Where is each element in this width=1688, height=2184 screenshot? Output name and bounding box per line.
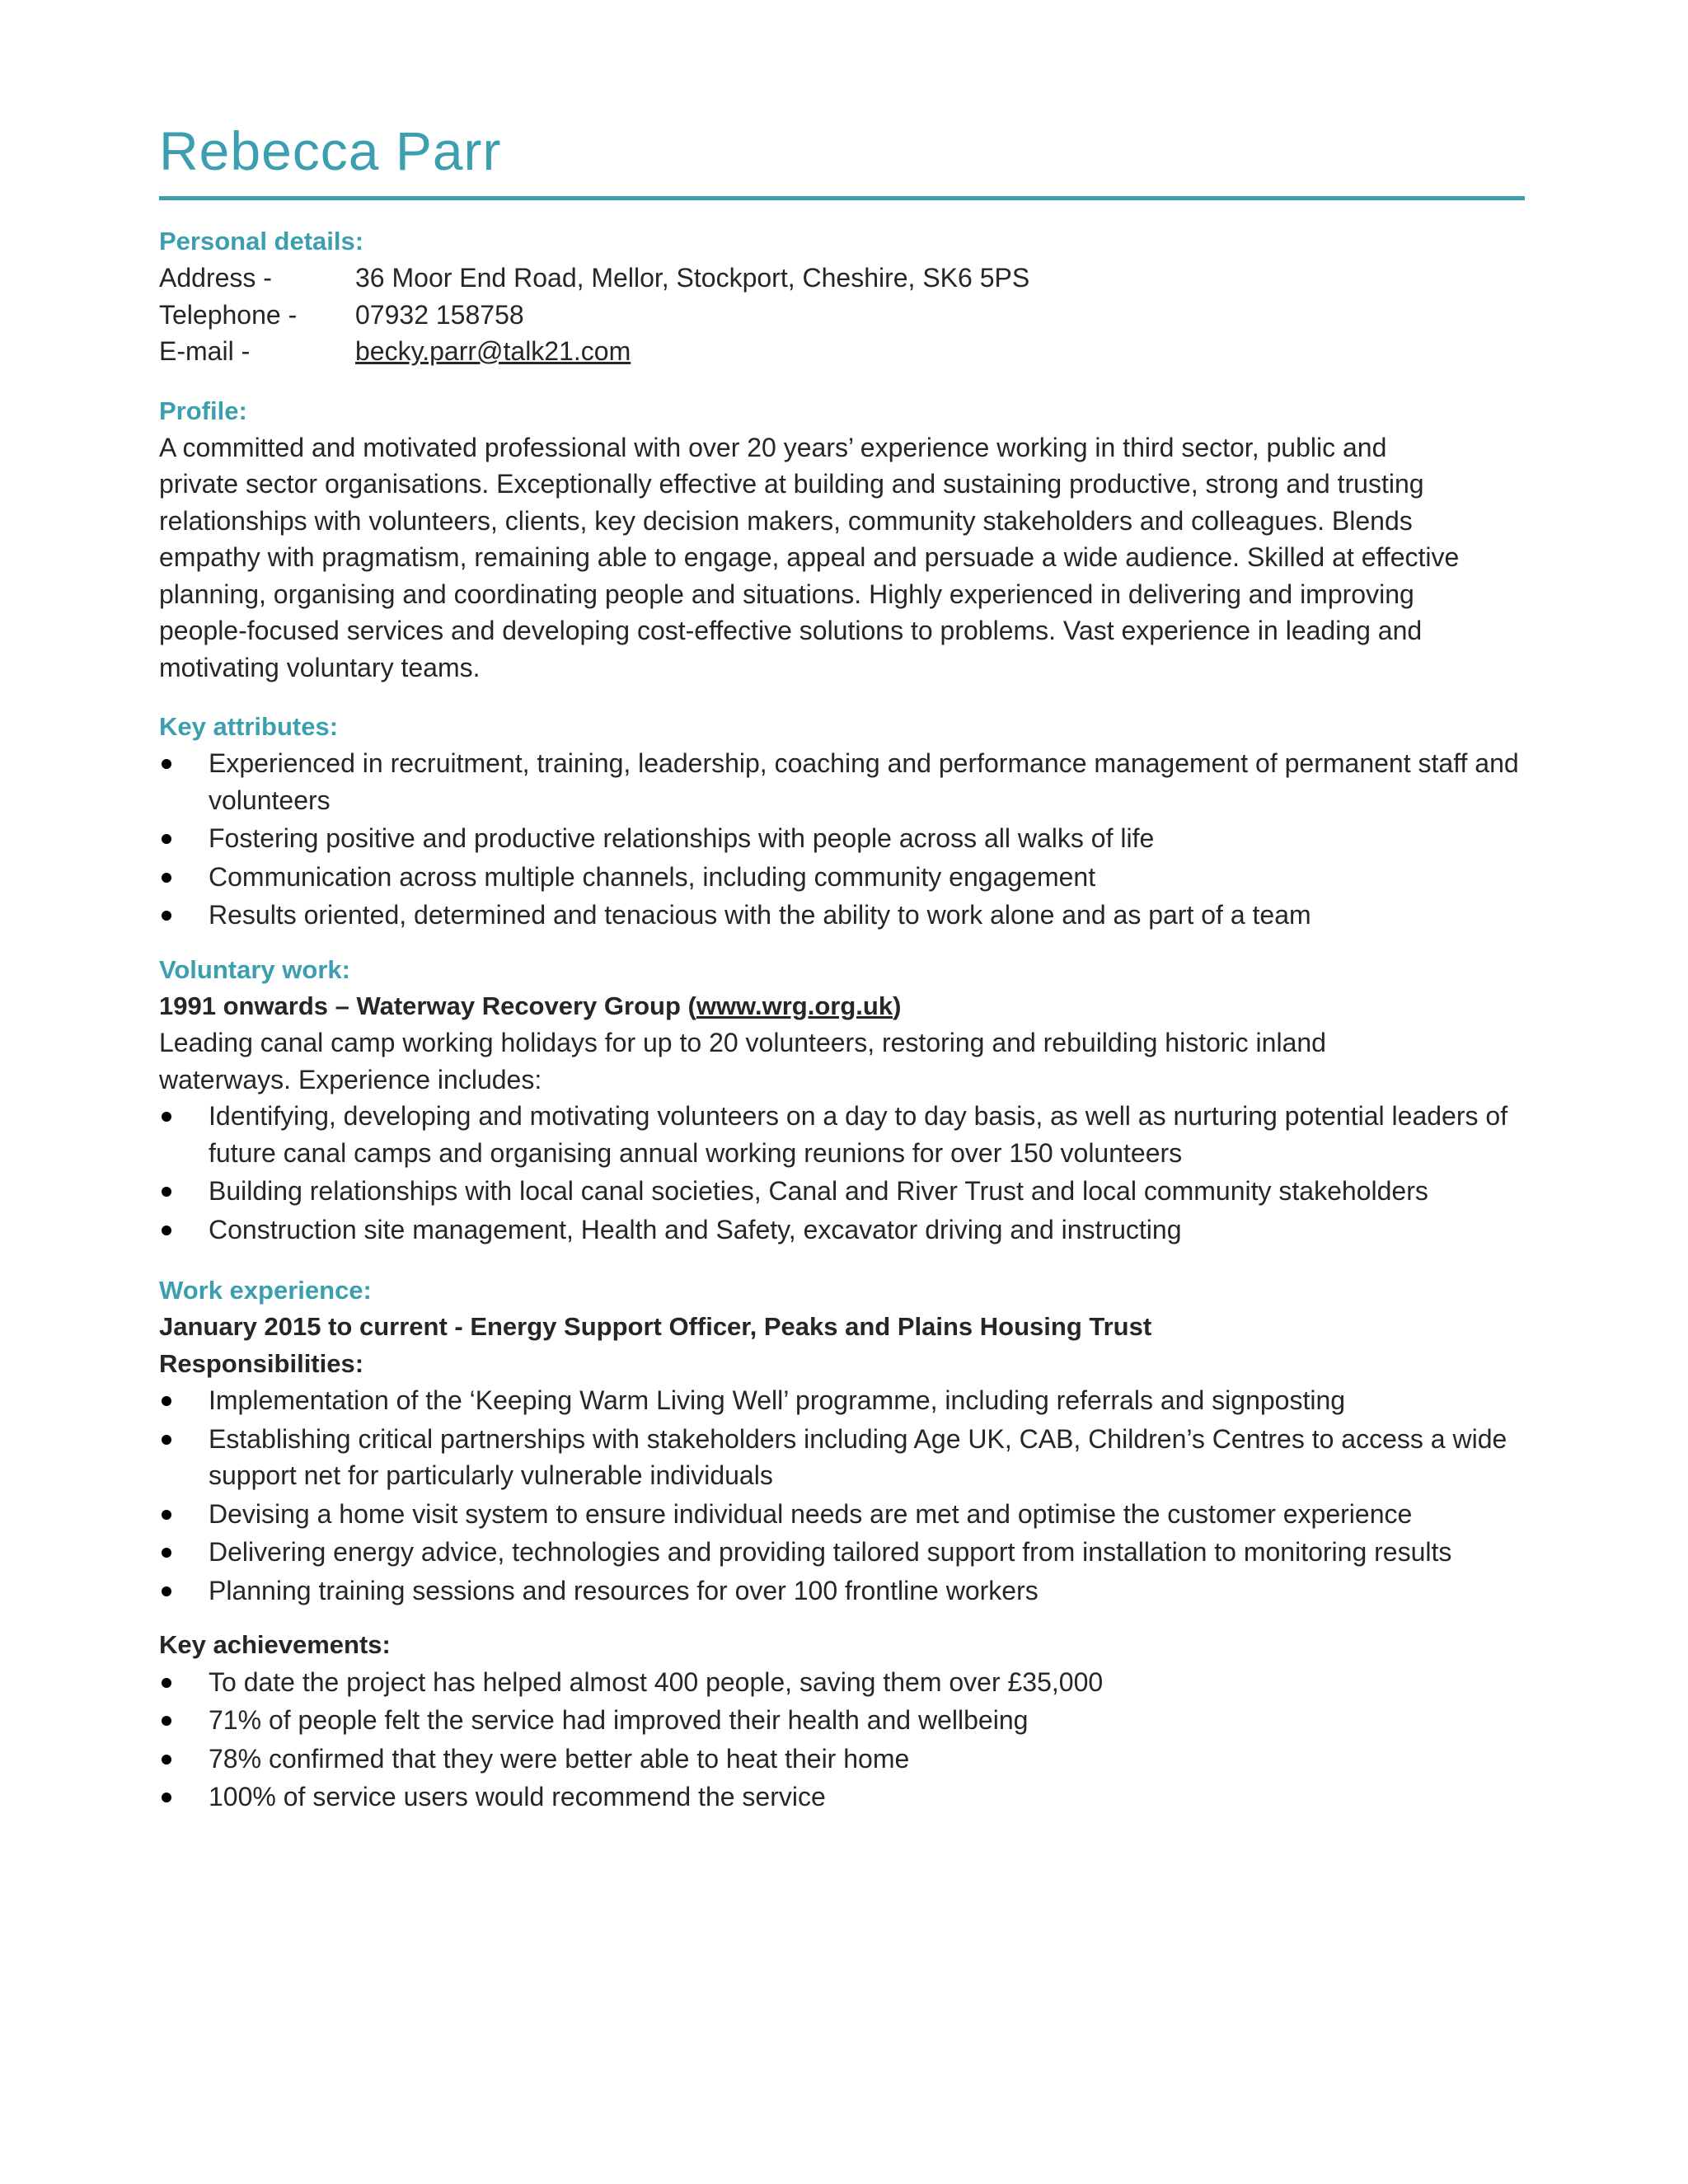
list-item-text: Experienced in recruitment, training, leadership, coaching and performance management of permanent staff and volunteers [209,748,1519,815]
list-item-text: Building relationships with local canal societies, Canal and River Trust and local community stakeholders [209,1176,1428,1206]
voluntary-experience-list [159,1098,1524,1248]
bullet-icon [162,759,171,769]
bullet-icon [162,873,171,883]
list-item-text: Identifying, developing and motivating volunteers on a day to day basis, as well as nurturing potential leaders of future canal camps and organising annual working reunions for over 150 volunteers [209,1101,1508,1168]
achievements-list [159,1664,1524,1816]
list-item-text: To date the project has helped almost 400 people, saving them over £35,000 [209,1666,1104,1697]
list-item [159,1702,1524,1739]
list-item [159,859,1524,896]
achievements-heading: Key achievements: [159,1630,391,1659]
profile-line: A committed and motivated professional with over 20 years’ experience working in third sector, public and [159,432,1387,462]
list-item-text: Establishing critical partnerships with stakeholders including Age UK, CAB, Children’s Centres to access a wide support net for particularly vulnerable individuals [209,1423,1507,1490]
bullet-icon [162,1716,171,1726]
address-row [159,260,1524,297]
list-item [159,897,1524,934]
work-experience-heading: Work experience: [159,1276,372,1305]
bullet-icon [162,1586,171,1596]
telephone-label: Telephone - [159,299,298,330]
profile-line: people-focused services and developing cost-effective solutions to problems. Vast experience in leading and [159,616,1423,645]
list-item [159,1382,1524,1419]
bullet-icon [162,1510,171,1520]
work-role: January 2015 to current - Energy Support Officer, Peaks and Plains Housing Trust [159,1312,1152,1341]
profile-line: empathy with pragmatism, remaining able to engage, appeal and persuade a wide audience. Skilled at effective [159,542,1460,572]
email-link[interactable]: becky.parr@talk21.com [355,336,631,366]
list-item-text: Devising a home visit system to ensure individual needs are met and optimise the customer experience [209,1498,1413,1529]
voluntary-work-heading: Voluntary work: [159,954,350,984]
list-item [159,1664,1524,1701]
list-item [159,1572,1524,1610]
list-item-text: Construction site management, Health and Safety, excavator driving and instructing [209,1214,1182,1244]
address-label: Address - [159,263,272,293]
bullet-icon [162,911,171,921]
personal-details-heading: Personal details: [159,227,364,255]
voluntary-role-prefix: 1991 onwards – Waterway Recovery Group ( [159,991,696,1020]
profile-line: relationships with volunteers, clients, key decision makers, community stakeholders and colleagues. Blends [159,505,1413,536]
list-item-text: Fostering positive and productive relationships with people across all walks of life [209,823,1155,853]
key-attributes-heading: Key attributes: [159,712,339,741]
bullet-icon [162,1187,171,1197]
key-attributes-list [159,745,1524,934]
bullet-icon [162,834,171,844]
voluntary-role-suffix: ) [893,991,902,1020]
list-item-text: Planning training sessions and resources for over 100 frontline workers [209,1575,1039,1605]
voluntary-intro-line: waterways. Experience includes: [159,1064,542,1094]
profile-heading: Profile: [159,396,247,425]
candidate-name: Rebecca Parr [159,120,502,181]
list-item [159,1534,1524,1571]
profile-line: private sector organisations. Exceptionally effective at building and sustaining productive, strong and trusting [159,469,1424,499]
responsibilities-list [159,1382,1524,1609]
bullet-icon [162,1226,171,1235]
list-item [159,1212,1524,1249]
list-item [159,1496,1524,1533]
list-item [159,1779,1524,1816]
profile-line: motivating voluntary teams. [159,652,481,682]
personal-details-section [159,223,1524,370]
work-experience-section [159,1272,1524,1816]
telephone-value: 07932 158758 [355,299,524,330]
voluntary-role [159,988,1524,1025]
list-item [159,1741,1524,1778]
bullet-icon [162,1678,171,1688]
email-label: E-mail - [159,336,251,366]
list-item-text: Delivering energy advice, technologies and providing tailored support from installation to monitoring results [209,1537,1452,1567]
wrg-website-link[interactable]: www.wrg.org.uk [696,991,893,1020]
list-item-text: 100% of service users would recommend the service [209,1782,826,1811]
address-value: 36 Moor End Road, Mellor, Stockport, Cheshire, SK6 5PS [355,263,1030,293]
bullet-icon [162,1793,171,1802]
list-item-text: Implementation of the ‘Keeping Warm Living Well’ programme, including referrals and signposting [209,1385,1346,1415]
list-item [159,1098,1524,1171]
email-row [159,333,1524,370]
bullet-icon [162,1755,171,1765]
list-item-text: Communication across multiple channels, including community engagement [209,861,1096,892]
responsibilities-heading: Responsibilities: [159,1348,364,1378]
list-item [159,745,1524,818]
telephone-row [159,297,1524,334]
list-item [159,1173,1524,1210]
list-item [159,1421,1524,1494]
profile-section [159,393,1524,687]
resume-page [159,120,1524,1817]
bullet-icon [162,1396,171,1406]
key-attributes-section [159,709,1524,934]
list-item-text: 71% of people felt the service had improved their health and wellbeing [209,1705,1029,1735]
bullet-icon [162,1435,171,1445]
list-item-text: 78% confirmed that they were better able to heat their home [209,1743,910,1774]
profile-line: planning, organising and coordinating people and situations. Highly experienced in delivering and improving [159,579,1414,609]
voluntary-work-section [159,952,1524,1249]
voluntary-intro-line: Leading canal camp working holidays for up to 20 volunteers, restoring and rebuilding historic inland [159,1028,1326,1057]
bullet-icon [162,1548,171,1558]
bullet-icon [162,1112,171,1122]
list-item [159,820,1524,857]
list-item-text: Results oriented, determined and tenacious with the ability to work alone and as part of a team [209,900,1311,930]
